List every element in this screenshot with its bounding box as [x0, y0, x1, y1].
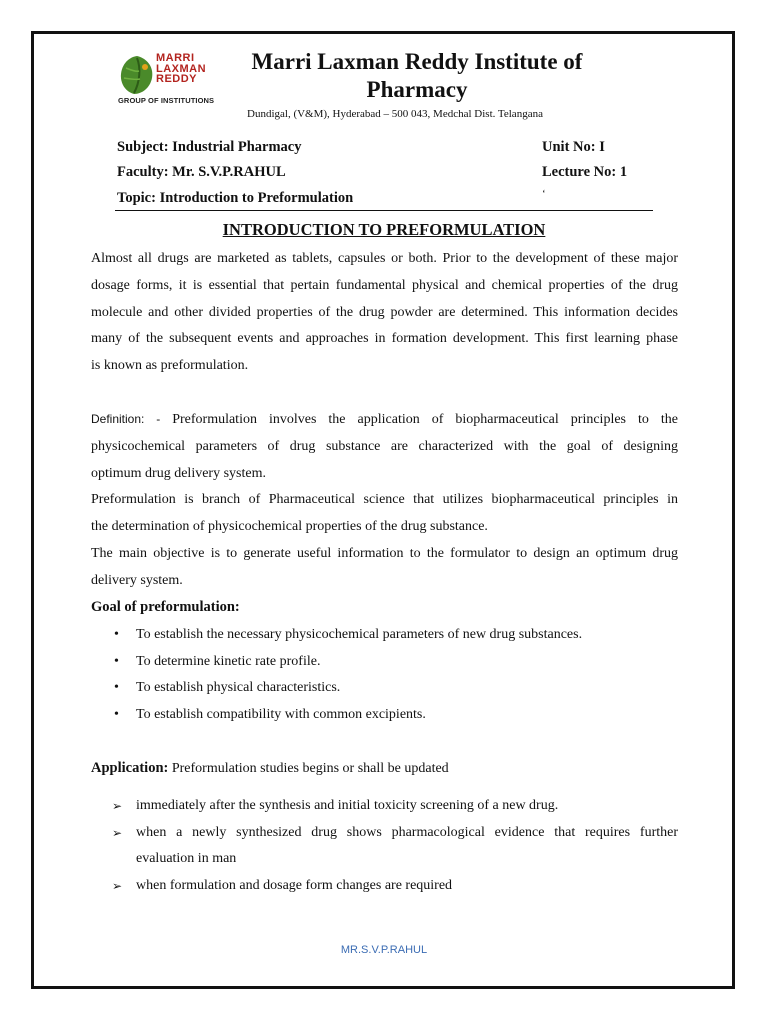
logo-subtitle: GROUP OF INSTITUTIONS	[118, 96, 215, 105]
institute-name	[232, 48, 602, 104]
leaf-emblem-icon	[118, 54, 156, 96]
stray-mark: ‘	[542, 188, 546, 200]
arrow-bullet-icon: ➢	[112, 825, 123, 840]
topic-label: Topic: Introduction to Preformulation	[117, 190, 354, 206]
definition-line: physicochemical parameters of drug substance are characterized with the goal of designing	[91, 438, 678, 454]
page-title: INTRODUCTION TO PREFORMULATION	[222, 220, 546, 239]
intro-line: is known as preformulation.	[91, 358, 249, 374]
goals-heading: Goal of preformulation:	[91, 599, 240, 615]
application-text: Preformulation studies begins or shall be updated	[168, 761, 449, 776]
logo-line-3: REDDY	[156, 73, 198, 85]
unit-label: Unit No: I	[542, 139, 605, 155]
application-item-text: immediately after the synthesis and initial toxicity screening of a new drug.	[136, 798, 559, 813]
intro-line: many of the subsequent events and approaches in formation development. This first learning phase	[91, 331, 678, 347]
subject-label: Subject: Industrial Pharmacy	[117, 139, 302, 155]
intro-line: dosage forms, it is essential that pertain fundamental physical and chemical properties of the drug	[91, 277, 678, 293]
application-item-text: when formulation and dosage form changes are required	[136, 877, 453, 893]
institution-logo	[118, 52, 228, 108]
intro-line: molecule and other divided properties of the drug powder are determined. This information decides	[91, 304, 678, 320]
header-divider	[115, 210, 653, 211]
list-item	[112, 820, 678, 873]
list-item: • To establish the necessary physicochemical parameters of new drug substances.	[112, 622, 582, 649]
institute-name-line-2: Pharmacy	[366, 77, 468, 102]
definition-text: Preformulation involves the application of biopharmaceutical principles to the	[160, 412, 678, 427]
application-list	[112, 793, 678, 899]
institute-address: Dundigal, (V&M), Hyderabad – 500 043, Medchal Dist. Telangana	[247, 108, 543, 120]
intro-line: Almost all drugs are marketed as tablets, capsules or both. Prior to the development of these major	[91, 251, 678, 266]
list-item	[112, 873, 678, 900]
logo-line-1: MARRI	[156, 52, 195, 64]
goals-list	[112, 622, 582, 728]
application-paragraph	[91, 755, 678, 783]
para2-line: the determination of physicochemical properties of the drug substance.	[91, 519, 488, 535]
arrow-bullet-icon: ➢	[112, 878, 123, 893]
application-label: Application:	[91, 760, 169, 776]
application-item-text-cont: evaluation in man	[136, 851, 237, 866]
faculty-label: Faculty: Mr. S.V.P.RAHUL	[117, 164, 286, 180]
para2-line: Preformulation is branch of Pharmaceutical science that utilizes biopharmaceutical principles in	[91, 492, 678, 508]
intro-paragraph	[91, 246, 678, 380]
lecture-label: Lecture No: 1	[542, 164, 628, 180]
para3-line: The main objective is to generate useful information to the formulator to design an optimum drug	[91, 545, 678, 561]
list-item: • To establish compatibility with common excipients.	[112, 702, 582, 729]
definition-label: Definition: -	[91, 412, 161, 426]
para3-line: delivery system.	[91, 572, 183, 588]
list-item	[112, 793, 678, 820]
definition-first-line	[91, 406, 678, 434]
definition-paragraph	[91, 406, 678, 595]
institute-name-line-1: Marri Laxman Reddy Institute of	[251, 49, 583, 74]
arrow-bullet-icon: ➢	[112, 799, 123, 813]
list-item: • To determine kinetic rate profile.	[112, 649, 582, 676]
definition-line: optimum drug delivery system.	[91, 465, 266, 481]
list-item: • To establish physical characteristics.	[112, 675, 582, 702]
footer-author: MR.S.V.P.RAHUL	[340, 944, 428, 956]
application-item-text: when a newly synthesized drug shows pharmacological evidence that requires further	[136, 824, 678, 840]
logo-line-2: LAXMAN	[156, 62, 207, 75]
